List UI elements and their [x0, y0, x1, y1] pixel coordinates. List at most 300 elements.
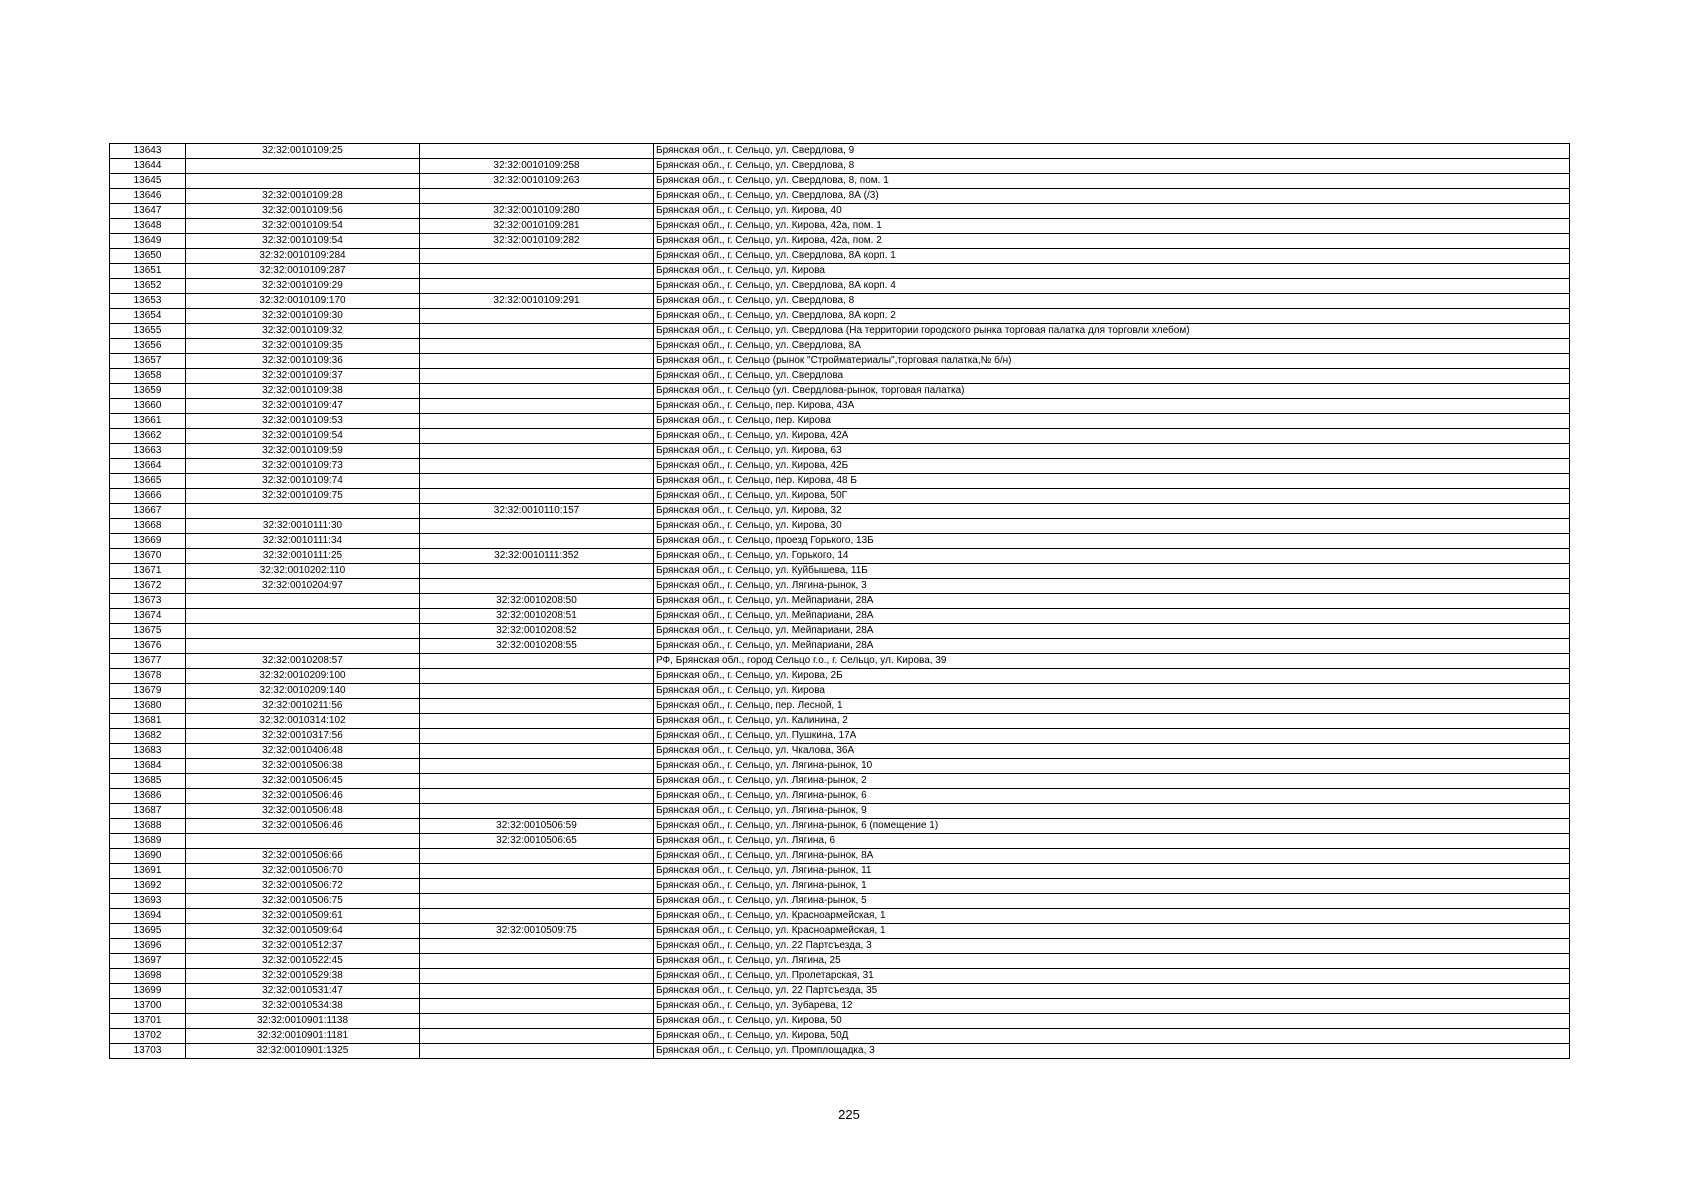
related-cadastral-number-cell — [420, 534, 654, 549]
row-number-cell: 13669 — [110, 534, 186, 549]
table-row — [110, 744, 1570, 759]
related-cadastral-number-cell — [420, 999, 654, 1014]
address-cell: Брянская обл., г. Сельцо, ул. Свердлова, 8А — [654, 339, 1570, 354]
related-cadastral-number-cell — [420, 309, 654, 324]
address-cell: Брянская обл., г. Сельцо, ул. Свердлова, 8А корп. 2 — [654, 309, 1570, 324]
table-row — [110, 564, 1570, 579]
address-cell: Брянская обл., г. Сельцо, ул. Мейпариани, 28А — [654, 624, 1570, 639]
table-row — [110, 189, 1570, 204]
table-row — [110, 474, 1570, 489]
row-number-cell: 13650 — [110, 249, 186, 264]
row-number-cell: 13696 — [110, 939, 186, 954]
row-number-cell: 13695 — [110, 924, 186, 939]
related-cadastral-number-cell — [420, 459, 654, 474]
cadastral-number-cell — [186, 639, 420, 654]
row-number-cell: 13693 — [110, 894, 186, 909]
address-cell: Брянская обл., г. Сельцо, ул. Лягина-рынок, 8А — [654, 849, 1570, 864]
cadastral-number-cell: 32:32:0010509:61 — [186, 909, 420, 924]
related-cadastral-number-cell — [420, 399, 654, 414]
cadastral-number-cell: 32:32:0010109:32 — [186, 324, 420, 339]
row-number-cell: 13674 — [110, 609, 186, 624]
related-cadastral-number-cell — [420, 984, 654, 999]
row-number-cell: 13672 — [110, 579, 186, 594]
cadastral-number-cell: 32:32:0010506:38 — [186, 759, 420, 774]
row-number-cell: 13673 — [110, 594, 186, 609]
cadastral-number-cell: 32:32:0010534:38 — [186, 999, 420, 1014]
cadastral-number-cell — [186, 174, 420, 189]
address-cell: Брянская обл., г. Сельцо, ул. Лягина-рынок, 1 — [654, 879, 1570, 894]
table-row — [110, 969, 1570, 984]
table-row — [110, 309, 1570, 324]
related-cadastral-number-cell: 32:32:0010109:263 — [420, 174, 654, 189]
related-cadastral-number-cell — [420, 774, 654, 789]
address-cell: Брянская обл., г. Сельцо, ул. Чкалова, 36А — [654, 744, 1570, 759]
row-number-cell: 13671 — [110, 564, 186, 579]
related-cadastral-number-cell — [420, 369, 654, 384]
row-number-cell: 13677 — [110, 654, 186, 669]
row-number-cell: 13652 — [110, 279, 186, 294]
address-cell: Брянская обл., г. Сельцо, ул. Мейпариани, 28А — [654, 609, 1570, 624]
address-cell: Брянская обл., г. Сельцо, ул. Куйбышева, 11Б — [654, 564, 1570, 579]
table-row — [110, 639, 1570, 654]
cadastral-number-cell — [186, 504, 420, 519]
table-row — [110, 879, 1570, 894]
cadastral-number-cell: 32:32:0010109:53 — [186, 414, 420, 429]
address-cell: Брянская обл., г. Сельцо, ул. Лягина-рынок, 10 — [654, 759, 1570, 774]
row-number-cell: 13654 — [110, 309, 186, 324]
related-cadastral-number-cell: 32:32:0010109:258 — [420, 159, 654, 174]
cadastral-number-cell: 32:32:0010208:57 — [186, 654, 420, 669]
row-number-cell: 13655 — [110, 324, 186, 339]
row-number-cell: 13664 — [110, 459, 186, 474]
row-number-cell: 13659 — [110, 384, 186, 399]
related-cadastral-number-cell — [420, 1029, 654, 1044]
cadastral-number-cell: 32:32:0010109:35 — [186, 339, 420, 354]
address-cell: Брянская обл., г. Сельцо, ул. Лягина-рынок, 6 — [654, 789, 1570, 804]
table-row — [110, 549, 1570, 564]
cadastral-number-cell: 32:32:0010109:59 — [186, 444, 420, 459]
cadastral-number-cell: 32:32:0010901:1325 — [186, 1044, 420, 1059]
table-row — [110, 1029, 1570, 1044]
table-row — [110, 894, 1570, 909]
table-row — [110, 354, 1570, 369]
related-cadastral-number-cell — [420, 909, 654, 924]
address-cell: Брянская обл., г. Сельцо, ул. Зубарева, 12 — [654, 999, 1570, 1014]
address-cell: Брянская обл., г. Сельцо, ул. Пролетарская, 31 — [654, 969, 1570, 984]
address-cell: Брянская обл., г. Сельцо, ул. 22 Партсъезда, 35 — [654, 984, 1570, 999]
cadastral-number-cell: 32:32:0010109:37 — [186, 369, 420, 384]
related-cadastral-number-cell: 32:32:0010208:50 — [420, 594, 654, 609]
address-cell: Брянская обл., г. Сельцо, ул. Свердлова, 8, пом. 1 — [654, 174, 1570, 189]
cadastral-number-cell: 32:32:0010111:30 — [186, 519, 420, 534]
row-number-cell: 13686 — [110, 789, 186, 804]
row-number-cell: 13703 — [110, 1044, 186, 1059]
table-row — [110, 1044, 1570, 1059]
address-cell: Брянская обл., г. Сельцо, ул. Кирова, 42а, пом. 2 — [654, 234, 1570, 249]
cadastral-number-cell: 32:32:0010204:97 — [186, 579, 420, 594]
related-cadastral-number-cell: 32:32:0010509:75 — [420, 924, 654, 939]
address-cell: Брянская обл., г. Сельцо, ул. Свердлова, 8А корп. 1 — [654, 249, 1570, 264]
table-row — [110, 219, 1570, 234]
cadastral-number-cell: 32:32:0010109:28 — [186, 189, 420, 204]
row-number-cell: 13689 — [110, 834, 186, 849]
address-cell: Брянская обл., г. Сельцо, ул. Кирова, 42Б — [654, 459, 1570, 474]
row-number-cell: 13647 — [110, 204, 186, 219]
table-row — [110, 804, 1570, 819]
row-number-cell: 13670 — [110, 549, 186, 564]
address-cell: Брянская обл., г. Сельцо, пер. Кирова, 43А — [654, 399, 1570, 414]
table-row — [110, 504, 1570, 519]
related-cadastral-number-cell — [420, 804, 654, 819]
row-number-cell: 13698 — [110, 969, 186, 984]
address-cell: Брянская обл., г. Сельцо, ул. Лягина-рынок, 6 (помещение 1) — [654, 819, 1570, 834]
related-cadastral-number-cell — [420, 414, 654, 429]
cadastral-number-cell: 32:32:0010506:48 — [186, 804, 420, 819]
row-number-cell: 13648 — [110, 219, 186, 234]
address-cell: Брянская обл., г. Сельцо (ул. Свердлова-рынок, торговая палатка) — [654, 384, 1570, 399]
row-number-cell: 13682 — [110, 729, 186, 744]
related-cadastral-number-cell — [420, 444, 654, 459]
address-cell: Брянская обл., г. Сельцо, ул. Свердлова, 8 — [654, 294, 1570, 309]
address-cell: Брянская обл., г. Сельцо, ул. Мейпариани, 28А — [654, 639, 1570, 654]
related-cadastral-number-cell: 32:32:0010111:352 — [420, 549, 654, 564]
cadastral-number-cell: 32:32:0010522:45 — [186, 954, 420, 969]
row-number-cell: 13662 — [110, 429, 186, 444]
row-number-cell: 13699 — [110, 984, 186, 999]
table-row — [110, 924, 1570, 939]
address-cell: Брянская обл., г. Сельцо, ул. Кирова — [654, 684, 1570, 699]
cadastral-number-cell: 32:32:0010506:66 — [186, 849, 420, 864]
row-number-cell: 13687 — [110, 804, 186, 819]
table-row — [110, 984, 1570, 999]
related-cadastral-number-cell — [420, 264, 654, 279]
address-cell: Брянская обл., г. Сельцо, ул. Кирова, 40 — [654, 204, 1570, 219]
table-row — [110, 729, 1570, 744]
related-cadastral-number-cell — [420, 519, 654, 534]
related-cadastral-number-cell: 32:32:0010506:59 — [420, 819, 654, 834]
address-cell: Брянская обл., г. Сельцо, пер. Кирова, 48 Б — [654, 474, 1570, 489]
related-cadastral-number-cell — [420, 489, 654, 504]
address-cell: Брянская обл., г. Сельцо, ул. Горького, 14 — [654, 549, 1570, 564]
table-row — [110, 384, 1570, 399]
table-row — [110, 414, 1570, 429]
address-cell: Брянская обл., г. Сельцо, ул. Свердлова, 9 — [654, 144, 1570, 159]
address-cell: Брянская обл., г. Сельцо, ул. Лягина, 6 — [654, 834, 1570, 849]
related-cadastral-number-cell — [420, 189, 654, 204]
related-cadastral-number-cell — [420, 939, 654, 954]
related-cadastral-number-cell: 32:32:0010506:65 — [420, 834, 654, 849]
registry-table — [109, 143, 1570, 1059]
table-row — [110, 429, 1570, 444]
address-cell: Брянская обл., г. Сельцо, ул. Лягина-рынок, 3 — [654, 579, 1570, 594]
address-cell: Брянская обл., г. Сельцо, пер. Лесной, 1 — [654, 699, 1570, 714]
related-cadastral-number-cell: 32:32:0010109:280 — [420, 204, 654, 219]
table-row — [110, 399, 1570, 414]
row-number-cell: 13688 — [110, 819, 186, 834]
cadastral-number-cell: 32:32:0010314:102 — [186, 714, 420, 729]
table-row — [110, 714, 1570, 729]
related-cadastral-number-cell — [420, 579, 654, 594]
cadastral-number-cell: 32:32:0010109:29 — [186, 279, 420, 294]
row-number-cell: 13702 — [110, 1029, 186, 1044]
table-row — [110, 519, 1570, 534]
cadastral-number-cell: 32:32:0010109:74 — [186, 474, 420, 489]
cadastral-number-cell: 32:32:0010531:47 — [186, 984, 420, 999]
address-cell: Брянская обл., г. Сельцо, ул. Мейпариани, 28А — [654, 594, 1570, 609]
cadastral-number-cell: 32:32:0010109:73 — [186, 459, 420, 474]
cadastral-number-cell: 32:32:0010109:54 — [186, 429, 420, 444]
address-cell: Брянская обл., г. Сельцо, ул. Свердлова — [654, 369, 1570, 384]
related-cadastral-number-cell — [420, 324, 654, 339]
address-cell: Брянская обл., г. Сельцо, ул. Лягина-рынок, 5 — [654, 894, 1570, 909]
row-number-cell: 13683 — [110, 744, 186, 759]
table-row — [110, 774, 1570, 789]
table-row — [110, 654, 1570, 669]
cadastral-number-cell: 32:32:0010406:48 — [186, 744, 420, 759]
related-cadastral-number-cell — [420, 864, 654, 879]
cadastral-number-cell: 32:32:0010209:140 — [186, 684, 420, 699]
address-cell: Брянская обл., г. Сельцо, ул. Лягина-рынок, 2 — [654, 774, 1570, 789]
related-cadastral-number-cell — [420, 894, 654, 909]
table-row — [110, 279, 1570, 294]
related-cadastral-number-cell: 32:32:0010208:55 — [420, 639, 654, 654]
cadastral-number-cell: 32:32:0010211:56 — [186, 699, 420, 714]
address-cell: Брянская обл., г. Сельцо (рынок "Стройматериалы",торговая палатка,№ б/н) — [654, 354, 1570, 369]
address-cell: Брянская обл., г. Сельцо, ул. Красноармейская, 1 — [654, 909, 1570, 924]
related-cadastral-number-cell — [420, 684, 654, 699]
table-row — [110, 999, 1570, 1014]
table-row — [110, 234, 1570, 249]
related-cadastral-number-cell — [420, 699, 654, 714]
cadastral-number-cell: 32:32:0010109:25 — [186, 144, 420, 159]
address-cell: Брянская обл., г. Сельцо, ул. Лягина-рынок, 11 — [654, 864, 1570, 879]
table-row — [110, 699, 1570, 714]
address-cell: Брянская обл., г. Сельцо, ул. Кирова, 50Г — [654, 489, 1570, 504]
row-number-cell: 13691 — [110, 864, 186, 879]
related-cadastral-number-cell — [420, 1044, 654, 1059]
cadastral-number-cell: 32:32:0010109:36 — [186, 354, 420, 369]
table-row — [110, 909, 1570, 924]
related-cadastral-number-cell — [420, 144, 654, 159]
row-number-cell: 13690 — [110, 849, 186, 864]
table-row — [110, 294, 1570, 309]
table-row — [110, 669, 1570, 684]
cadastral-number-cell — [186, 594, 420, 609]
row-number-cell: 13681 — [110, 714, 186, 729]
table-row — [110, 864, 1570, 879]
row-number-cell: 13697 — [110, 954, 186, 969]
address-cell: Брянская обл., г. Сельцо, ул. Кирова, 42а, пом. 1 — [654, 219, 1570, 234]
row-number-cell: 13692 — [110, 879, 186, 894]
cadastral-number-cell: 32:32:0010506:45 — [186, 774, 420, 789]
address-cell: Брянская обл., г. Сельцо, ул. Кирова, 50Д — [654, 1029, 1570, 1044]
related-cadastral-number-cell: 32:32:0010208:52 — [420, 624, 654, 639]
table-row — [110, 159, 1570, 174]
cadastral-number-cell: 32:32:0010506:70 — [186, 864, 420, 879]
table-row — [110, 789, 1570, 804]
address-cell: Брянская обл., г. Сельцо, ул. Красноармейская, 1 — [654, 924, 1570, 939]
related-cadastral-number-cell: 32:32:0010110:157 — [420, 504, 654, 519]
row-number-cell: 13646 — [110, 189, 186, 204]
related-cadastral-number-cell — [420, 429, 654, 444]
related-cadastral-number-cell — [420, 474, 654, 489]
related-cadastral-number-cell — [420, 714, 654, 729]
address-cell: Брянская обл., г. Сельцо, ул. Кирова — [654, 264, 1570, 279]
address-cell: Брянская обл., г. Сельцо, ул. Лягина-рынок, 9 — [654, 804, 1570, 819]
related-cadastral-number-cell — [420, 759, 654, 774]
table-row — [110, 594, 1570, 609]
table-row — [110, 324, 1570, 339]
cadastral-number-cell: 32:32:0010202:110 — [186, 564, 420, 579]
address-cell: РФ, Брянская обл., город Сельцо г.о., г. Сельцо, ул. Кирова, 39 — [654, 654, 1570, 669]
table-row — [110, 684, 1570, 699]
related-cadastral-number-cell — [420, 729, 654, 744]
cadastral-number-cell: 32:32:0010509:64 — [186, 924, 420, 939]
row-number-cell: 13676 — [110, 639, 186, 654]
table-row — [110, 834, 1570, 849]
cadastral-number-cell: 32:32:0010901:1181 — [186, 1029, 420, 1044]
related-cadastral-number-cell: 32:32:0010109:291 — [420, 294, 654, 309]
row-number-cell: 13656 — [110, 339, 186, 354]
related-cadastral-number-cell — [420, 669, 654, 684]
address-cell: Брянская обл., г. Сельцо, ул. Свердлова, 8А корп. 4 — [654, 279, 1570, 294]
row-number-cell: 13649 — [110, 234, 186, 249]
cadastral-number-cell: 32:32:0010109:287 — [186, 264, 420, 279]
cadastral-number-cell: 32:32:0010109:54 — [186, 219, 420, 234]
related-cadastral-number-cell — [420, 1014, 654, 1029]
cadastral-number-cell — [186, 159, 420, 174]
cadastral-number-cell: 32:32:0010111:25 — [186, 549, 420, 564]
cadastral-number-cell: 32:32:0010506:75 — [186, 894, 420, 909]
address-cell: Брянская обл., г. Сельцо, ул. Кирова, 30 — [654, 519, 1570, 534]
cadastral-number-cell: 32:32:0010506:46 — [186, 819, 420, 834]
table-row — [110, 369, 1570, 384]
row-number-cell: 13684 — [110, 759, 186, 774]
row-number-cell: 13645 — [110, 174, 186, 189]
table-row — [110, 534, 1570, 549]
row-number-cell: 13666 — [110, 489, 186, 504]
cadastral-number-cell: 32:32:0010209:100 — [186, 669, 420, 684]
related-cadastral-number-cell — [420, 789, 654, 804]
page-number: 225 — [838, 1107, 860, 1122]
related-cadastral-number-cell — [420, 249, 654, 264]
address-cell: Брянская обл., г. Сельцо, ул. Кирова, 2Б — [654, 669, 1570, 684]
table-row — [110, 489, 1570, 504]
cadastral-number-cell: 32:32:0010901:1138 — [186, 1014, 420, 1029]
row-number-cell: 13653 — [110, 294, 186, 309]
row-number-cell: 13663 — [110, 444, 186, 459]
related-cadastral-number-cell — [420, 849, 654, 864]
row-number-cell: 13685 — [110, 774, 186, 789]
cadastral-number-cell: 32:32:0010317:56 — [186, 729, 420, 744]
related-cadastral-number-cell — [420, 339, 654, 354]
related-cadastral-number-cell: 32:32:0010208:51 — [420, 609, 654, 624]
row-number-cell: 13680 — [110, 699, 186, 714]
address-cell: Брянская обл., г. Сельцо, ул. Кирова, 50 — [654, 1014, 1570, 1029]
address-cell: Брянская обл., г. Сельцо, ул. Лягина, 25 — [654, 954, 1570, 969]
table-row — [110, 849, 1570, 864]
related-cadastral-number-cell — [420, 954, 654, 969]
cadastral-number-cell: 32:32:0010109:54 — [186, 234, 420, 249]
related-cadastral-number-cell — [420, 654, 654, 669]
row-number-cell: 13643 — [110, 144, 186, 159]
related-cadastral-number-cell: 32:32:0010109:282 — [420, 234, 654, 249]
table-row — [110, 819, 1570, 834]
address-cell: Брянская обл., г. Сельцо, ул. Кирова, 42А — [654, 429, 1570, 444]
row-number-cell: 13694 — [110, 909, 186, 924]
cadastral-number-cell: 32:32:0010109:75 — [186, 489, 420, 504]
row-number-cell: 13661 — [110, 414, 186, 429]
table-row — [110, 264, 1570, 279]
cadastral-number-cell — [186, 609, 420, 624]
table-row — [110, 624, 1570, 639]
row-number-cell: 13678 — [110, 669, 186, 684]
row-number-cell: 13667 — [110, 504, 186, 519]
cadastral-number-cell: 32:32:0010111:34 — [186, 534, 420, 549]
table-row — [110, 174, 1570, 189]
address-cell: Брянская обл., г. Сельцо, проезд Горького, 13Б — [654, 534, 1570, 549]
address-cell: Брянская обл., г. Сельцо, ул. Свердлова (На территории городского рынка торговая палатка для торговли хлебом) — [654, 324, 1570, 339]
table-row — [110, 204, 1570, 219]
table-row — [110, 954, 1570, 969]
table-row — [110, 579, 1570, 594]
address-cell: Брянская обл., г. Сельцо, ул. 22 Партсъезда, 3 — [654, 939, 1570, 954]
registry-table-body — [110, 144, 1570, 1059]
row-number-cell: 13651 — [110, 264, 186, 279]
cadastral-number-cell: 32:32:0010529:38 — [186, 969, 420, 984]
row-number-cell: 13660 — [110, 399, 186, 414]
address-cell: Брянская обл., г. Сельцо, ул. Промплощадка, 3 — [654, 1044, 1570, 1059]
cadastral-number-cell: 32:32:0010506:72 — [186, 879, 420, 894]
related-cadastral-number-cell: 32:32:0010109:281 — [420, 219, 654, 234]
address-cell: Брянская обл., г. Сельцо, ул. Свердлова, 8А (/3) — [654, 189, 1570, 204]
address-cell: Брянская обл., г. Сельцо, ул. Кирова, 63 — [654, 444, 1570, 459]
address-cell: Брянская обл., г. Сельцо, ул. Пушкина, 17А — [654, 729, 1570, 744]
cadastral-number-cell: 32:32:0010109:56 — [186, 204, 420, 219]
address-cell: Брянская обл., г. Сельцо, пер. Кирова — [654, 414, 1570, 429]
address-cell: Брянская обл., г. Сельцо, ул. Калинина, 2 — [654, 714, 1570, 729]
cadastral-number-cell — [186, 834, 420, 849]
table-row — [110, 144, 1570, 159]
related-cadastral-number-cell — [420, 969, 654, 984]
related-cadastral-number-cell — [420, 879, 654, 894]
table-row — [110, 459, 1570, 474]
address-cell: Брянская обл., г. Сельцо, ул. Кирова, 32 — [654, 504, 1570, 519]
cadastral-number-cell: 32:32:0010109:170 — [186, 294, 420, 309]
row-number-cell: 13700 — [110, 999, 186, 1014]
row-number-cell: 13665 — [110, 474, 186, 489]
address-cell: Брянская обл., г. Сельцо, ул. Свердлова, 8 — [654, 159, 1570, 174]
cadastral-number-cell: 32:32:0010109:47 — [186, 399, 420, 414]
related-cadastral-number-cell — [420, 384, 654, 399]
row-number-cell: 13658 — [110, 369, 186, 384]
row-number-cell: 13679 — [110, 684, 186, 699]
table-row — [110, 759, 1570, 774]
related-cadastral-number-cell — [420, 744, 654, 759]
cadastral-number-cell: 32:32:0010512:37 — [186, 939, 420, 954]
table-row — [110, 444, 1570, 459]
cadastral-number-cell: 32:32:0010109:38 — [186, 384, 420, 399]
table-row — [110, 939, 1570, 954]
related-cadastral-number-cell — [420, 279, 654, 294]
row-number-cell: 13657 — [110, 354, 186, 369]
cadastral-number-cell: 32:32:0010506:46 — [186, 789, 420, 804]
table-row — [110, 249, 1570, 264]
table-row — [110, 609, 1570, 624]
table-row — [110, 1014, 1570, 1029]
table-row — [110, 339, 1570, 354]
row-number-cell: 13644 — [110, 159, 186, 174]
